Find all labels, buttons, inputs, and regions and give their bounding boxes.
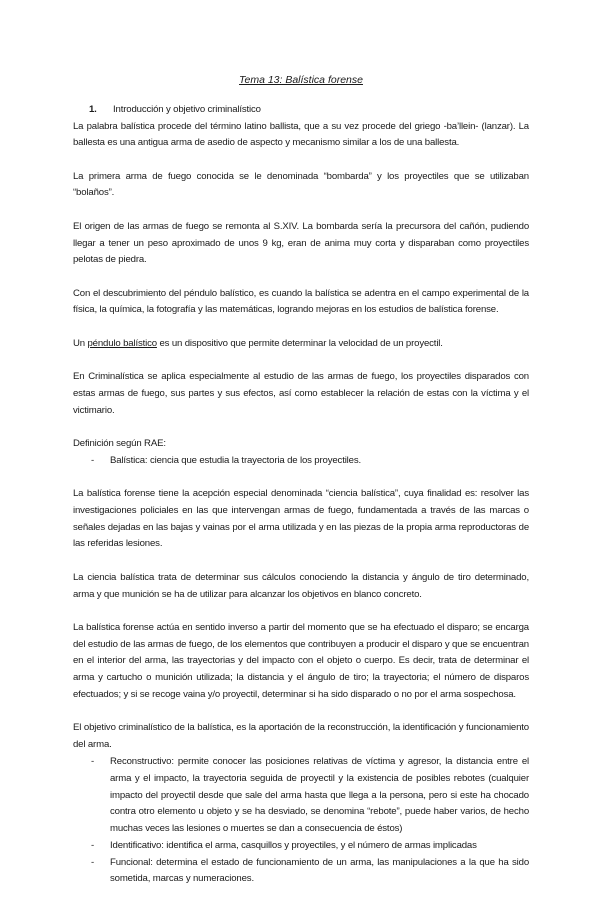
paragraph-pendulum-discovery: Con el descubrimiento del péndulo balístico, es cuando la balística se adentra en el campo experimental de la física, la química, la fotografía y las matemáticas, logrando mejoras en los estudios de balística forense.	[73, 287, 529, 316]
list-item-text: Identificativo: identifica el arma, casquillos y proyectiles, y el número de armas implicadas	[110, 839, 477, 851]
paragraph-origin: El origen de las armas de fuego se remonta al S.XIV. La bombarda sería la precursora del cañón, pudiendo llegar a tener un peso aproximado de unos 9 kg, eran de anima muy corta y disparaban como proyectiles pelotas de piedra.	[73, 220, 529, 266]
list-item	[73, 754, 529, 838]
dash-bullet-icon: -	[91, 755, 95, 767]
objective-list	[73, 754, 529, 888]
dash-bullet-icon: -	[91, 856, 95, 868]
paragraph-etymology: La palabra balística procede del término latino ballista, que a su vez procede del griego -ba’llein- (lanzar). La ballesta es una antigua arma de asedio de aspecto y mecanismo similar a los de una ballesta.	[73, 120, 529, 149]
list-item	[73, 453, 529, 470]
list-item	[73, 838, 529, 855]
list-item-text: Reconstructivo: permite conocer las posiciones relativas de víctima y agresor, la distancia entre el arma y el impacto, la trayectoria seguida de proyectil y la existencia de posibles rebotes (cualquier impacto del proyectil desde que sale del arma hasta que llega a la persona, pero si este ha chocado contra otro elemento u objeto y se ha desviado, se denomina “rebote”, puede haber varios, de hecho muchas veces las lesiones o muertes se dan a consecuencia de éstos)	[110, 755, 529, 835]
paragraph-criminalistics: En Criminalística se aplica especialmente al estudio de las armas de fuego, los proyectiles disparados con estas armas de fuego, sus partes y sus efectos, así como establecer la relación de estas con la víctima y el victimario.	[73, 371, 529, 416]
document-page	[73, 72, 529, 905]
paragraph-pendulum-definition	[73, 336, 529, 353]
rae-definition-label: Definición según RAE:	[73, 437, 166, 449]
paragraph-forensic-inverse: La balística forense actúa en sentido inverso a partir del momento que se ha efectuado el disparo; se encarga del estudio de las armas de fuego, de los elementos que contribuyen a producir el disparo y que se encuentran en el interior del arma, las trayectorias y del impacto con el objeto o cuerpo. Es decir, trata de determinar el arma y cartucho o munición utilizada; la distancia y el ángulo de tiro; la trayectoria; el número de disparos efectuados; y si se recoge vaina y/o proyectil, determinar si ha sido disparado o no por el arma sospechosa.	[73, 621, 529, 701]
paragraph-objective: El objetivo criminalístico de la balística, es la aportación de la reconstrucción, la identificación y funcionamiento del arma.	[73, 722, 529, 751]
section-heading-text: Introducción y objetivo criminalístico	[113, 103, 261, 115]
list-item-text: Balística: ciencia que estudia la trayectoria de los proyectiles.	[110, 454, 362, 466]
section-number: 1.	[89, 103, 97, 115]
paragraph-ciencia-balistica: La balística forense tiene la acepción especial denominada “ciencia balística”, cuya finalidad es: resolver las investigaciones policiales en las que intervengan armas de fuego, fundamentada a través de las marcas o señales dejadas en las bajas y vainas por el arma utilizada y en las piezas de la propia arma reproductoras de las referidas lesiones.	[73, 488, 529, 550]
document-title: Tema 13: Balística forense	[239, 74, 363, 86]
pendulum-suffix: es un dispositivo que permite determinar la velocidad de un proyectil.	[156, 337, 443, 349]
rae-definition-list	[73, 453, 529, 470]
list-item	[73, 855, 529, 889]
dash-bullet-icon: -	[91, 839, 95, 851]
dash-bullet-icon: -	[91, 454, 95, 466]
list-item-text: Funcional: determina el estado de funcionamiento de un arma, las manipulaciones a la que ha sido sometida, marcas y numeraciones.	[110, 856, 529, 885]
paragraph-calculations: La ciencia balística trata de determinar sus cálculos conociendo la distancia y ángulo de tiro determinado, arma y que munición se ha de utilizar para alcanzar los objetivos en blanco concreto.	[73, 571, 529, 600]
section-heading	[73, 102, 529, 119]
pendulum-prefix: Un	[73, 337, 88, 349]
pendulum-term: péndulo balístico	[87, 337, 157, 349]
paragraph-first-firearm: La primera arma de fuego conocida se le denominada “bombarda” y los proyectiles que se utilizaban “bolaños”.	[73, 170, 529, 199]
